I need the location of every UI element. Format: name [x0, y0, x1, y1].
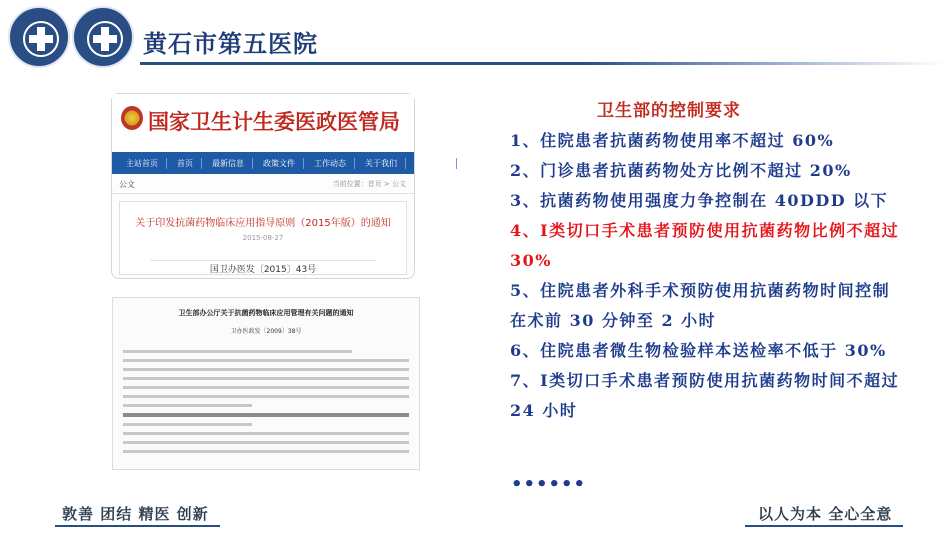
nav-item: 工作动态 [306, 158, 355, 169]
document-date: 2015-08-27 [242, 234, 284, 242]
requirements-list [510, 126, 900, 426]
site-title: 国家卫生计生委医政医管局 [148, 110, 400, 134]
site-nav [112, 152, 448, 174]
requirements-heading: 卫生部的控制要求 [597, 101, 741, 121]
scan-title: 卫生部办公厅关于抗菌药物临床应用管理有关问题的通知 [178, 309, 354, 317]
document-scan [112, 297, 420, 470]
requirement-item: 6、住院患者微生物检验样本送检率不低于 30% [510, 341, 887, 360]
breadcrumb: 公文 [119, 180, 135, 189]
requirement-item: 3、抗菌药物使用强度力争控制在 40DDD 以下 [510, 191, 889, 210]
footer-motto-right: 以人为本 全心全意 [758, 505, 893, 523]
hospital-logo-icon [72, 6, 134, 68]
nav-item: 关于我们 [357, 158, 406, 169]
header-divider [140, 62, 945, 65]
nav-item: 首页 [169, 158, 202, 169]
nav-item: 最新信息 [204, 158, 253, 169]
nav-item: 图片集锦 [408, 158, 457, 169]
page-title: 黄石市第五医院 [143, 30, 318, 58]
document-title: 关于印发抗菌药物临床应用指导原则（2015年版）的通知 [135, 218, 391, 229]
ellipsis: •••••• [511, 474, 587, 495]
document-card [119, 201, 407, 275]
breadcrumb-row [112, 174, 414, 194]
requirement-item-highlighted: 4、Ⅰ类切口手术患者预防使用抗菌药物比例不超过 30% [510, 221, 900, 270]
location-text: 当前位置：首页 > 公文 [332, 180, 406, 188]
national-emblem-icon [121, 106, 143, 130]
nav-item: 政策文件 [255, 158, 304, 169]
requirement-item: 7、Ⅰ类切口手术患者预防使用抗菌药物时间不超过 24 小时 [510, 371, 900, 420]
scan-doc-number: 卫办医政发〔2009〕38号 [230, 328, 302, 335]
footer-motto-left: 敦善 团结 精医 创新 [62, 505, 209, 523]
nav-item: 主站首页 [118, 158, 167, 169]
document-number: 国卫办医发〔2015〕43号 [209, 265, 317, 275]
hospital-logo-icon [8, 6, 70, 68]
requirement-item: 5、住院患者外科手术预防使用抗菌药物时间控制在术前 30 分钟至 2 小时 [510, 281, 891, 330]
footer-divider [745, 525, 903, 527]
divider [150, 260, 376, 261]
requirement-item: 2、门诊患者抗菌药物处方比例不超过 20% [510, 161, 852, 180]
scan-body-text [123, 350, 409, 459]
requirement-item: 1、住院患者抗菌药物使用率不超过 60% [510, 131, 835, 150]
site-banner [112, 94, 414, 152]
footer-divider [55, 525, 220, 527]
